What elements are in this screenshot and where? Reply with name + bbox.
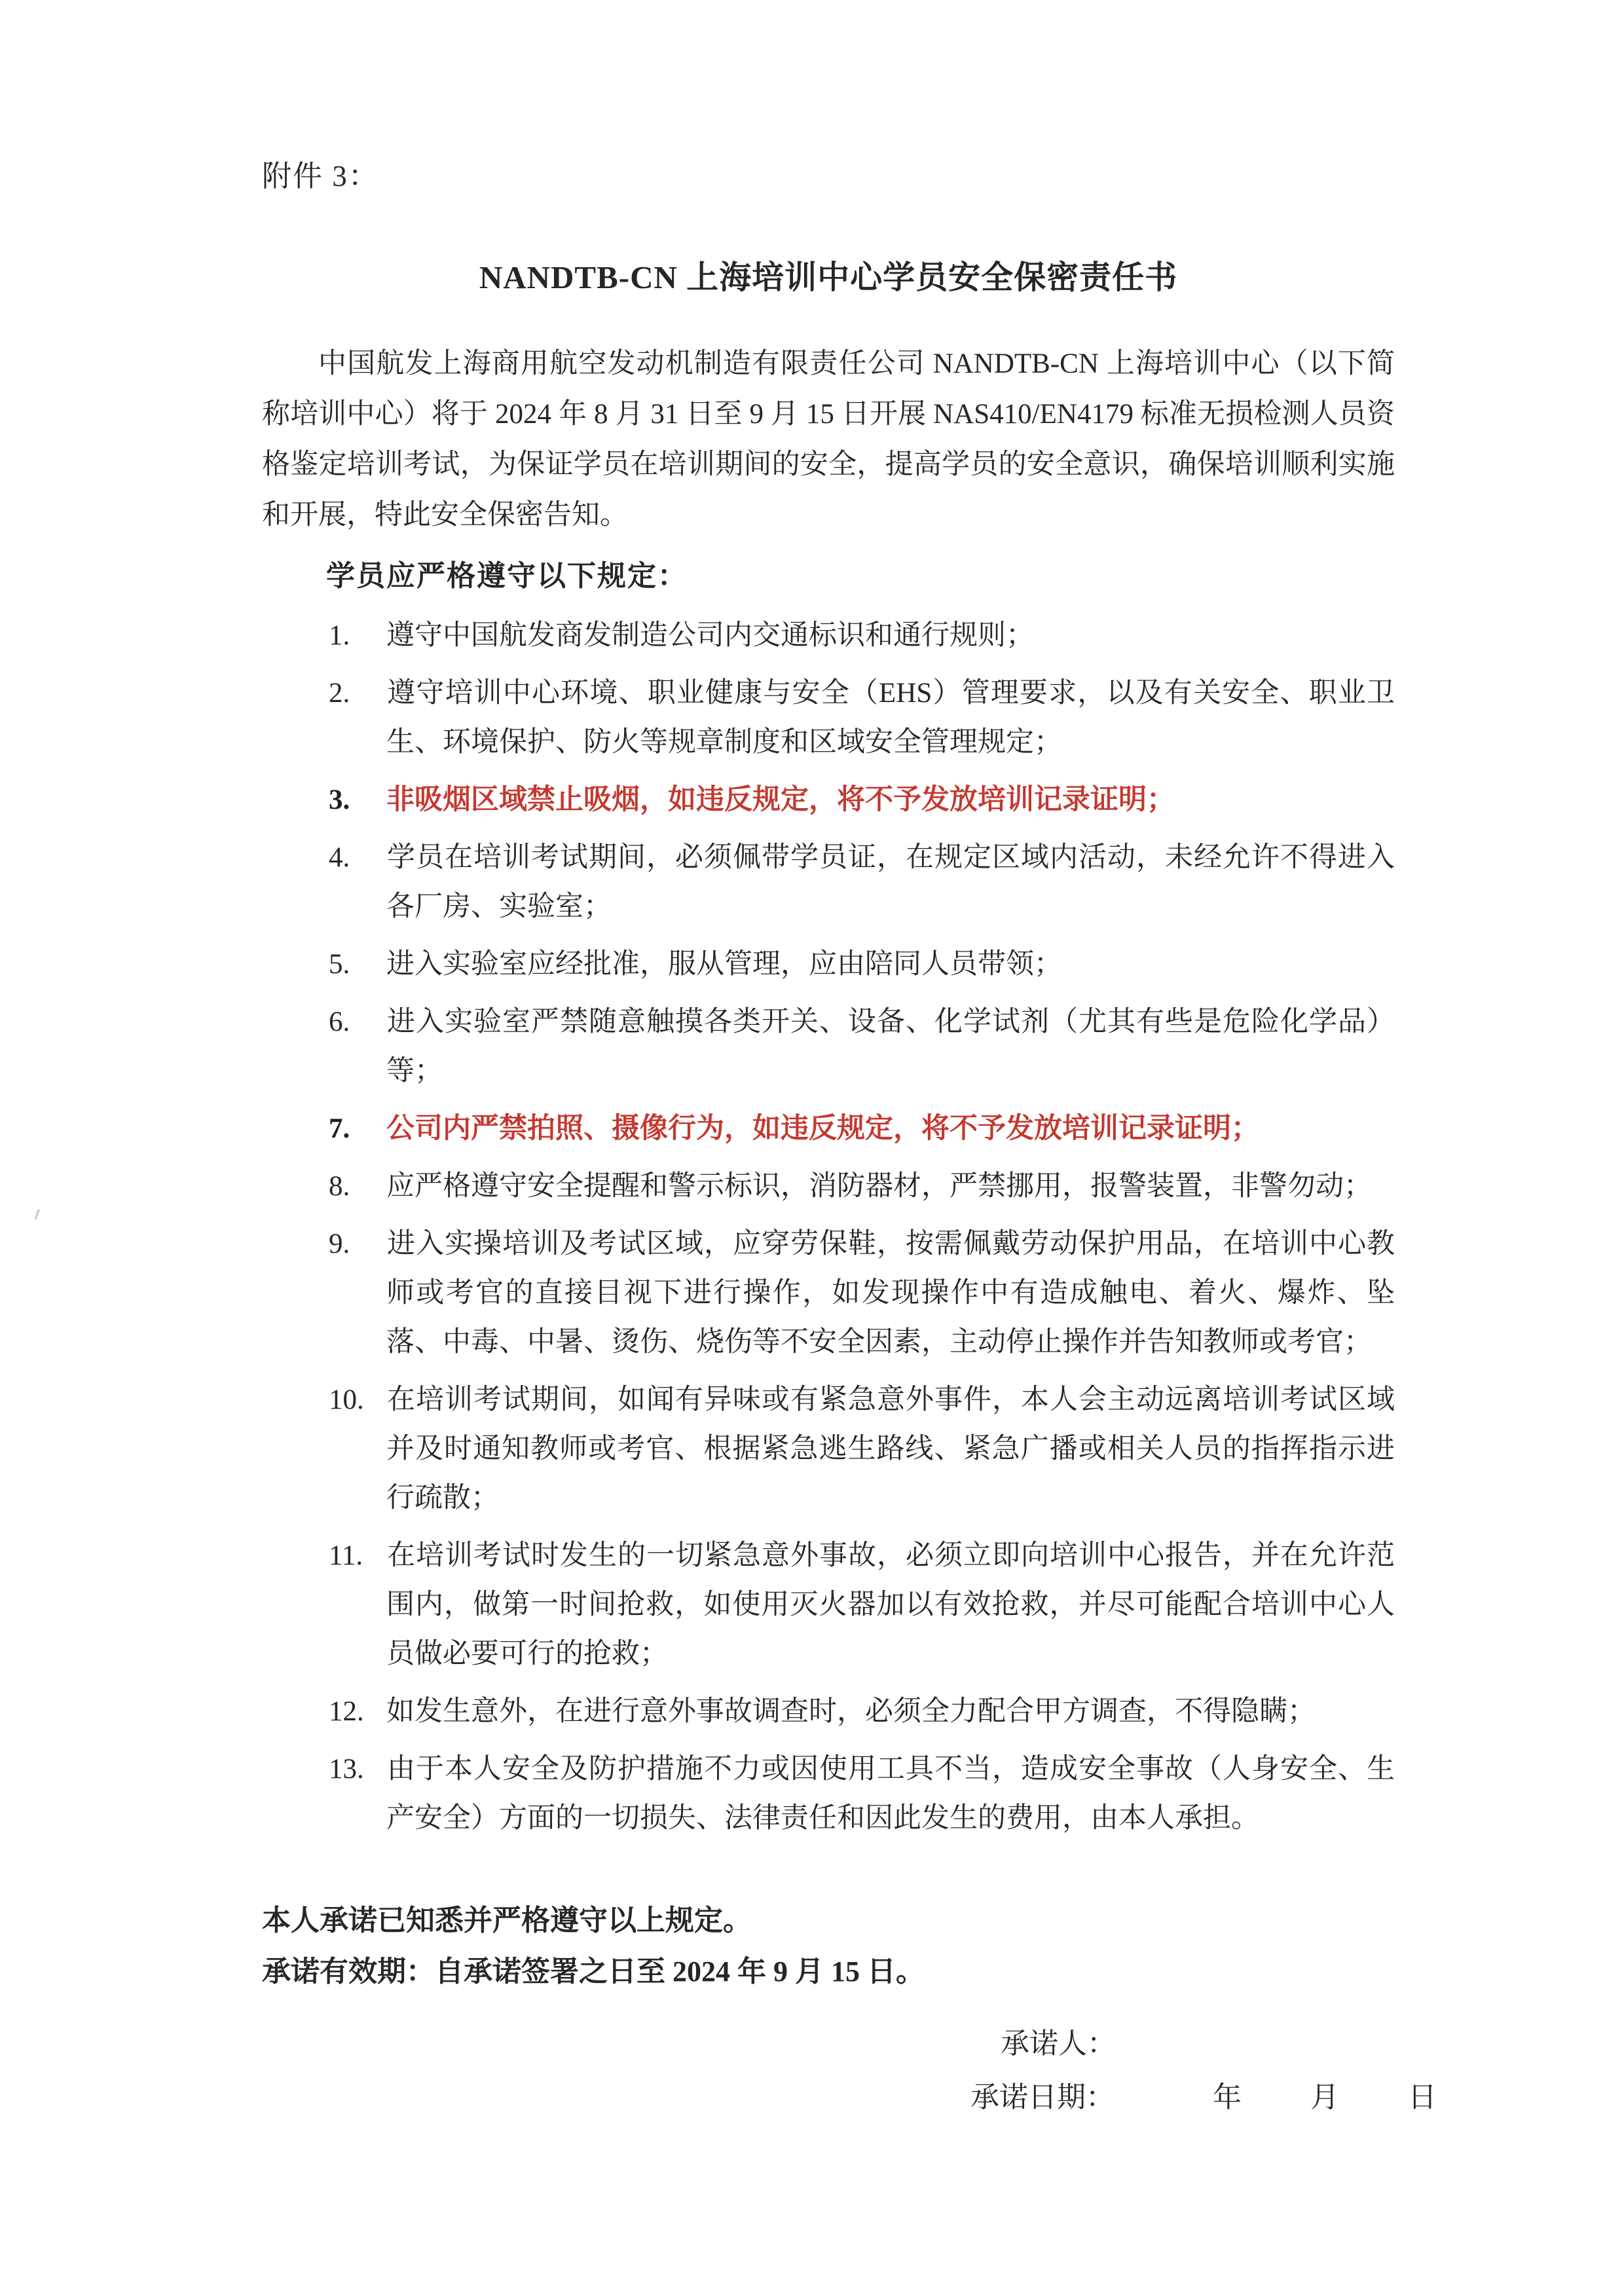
closing-block bbox=[262, 1895, 1395, 1997]
rule-item-6 bbox=[262, 997, 1395, 1096]
rule-number: 1. bbox=[329, 620, 350, 651]
rule-number: 8. bbox=[329, 1171, 350, 1202]
rule-text: 应严格遵守安全提醒和警示标识，消防器材，严禁挪用，报警装置，非警勿动； bbox=[386, 1171, 1372, 1202]
rule-text: 遵守中国航发商发制造公司内交通标识和通行规则； bbox=[386, 620, 1034, 651]
rule-text: 公司内严禁拍照、摄像行为，如违反规定，将不予发放培训记录证明； bbox=[386, 1113, 1259, 1144]
rule-number: 13. bbox=[329, 1754, 364, 1785]
rule-number: 5. bbox=[329, 949, 350, 980]
rules-list bbox=[262, 611, 1395, 1843]
month-label: 月 bbox=[1310, 2081, 1339, 2113]
rule-number: 9. bbox=[329, 1229, 350, 1259]
rule-number: 4. bbox=[329, 842, 350, 873]
date-line bbox=[970, 2071, 1437, 2124]
rule-text: 非吸烟区域禁止吸烟，如违反规定，将不予发放培训记录证明； bbox=[386, 785, 1175, 815]
rule-text: 在培训考试期间，如闻有异味或有紧急意外事件，本人会主动远离培训考试区域并及时通知教师或考官、根据紧急逃生路线、紧急广播或相关人员的指挥指示进行疏散； bbox=[386, 1384, 1395, 1513]
rule-item-5 bbox=[262, 940, 1395, 989]
commitment-statement: 本人承诺已知悉并严格遵守以上规定。 bbox=[262, 1904, 752, 1936]
year-label: 年 bbox=[1213, 2081, 1242, 2113]
date-label: 承诺日期： bbox=[970, 2081, 1115, 2113]
rule-item-4 bbox=[262, 833, 1395, 931]
rule-item-13 bbox=[262, 1745, 1395, 1843]
rule-text: 如发生意外，在进行意外事故调查时，必须全力配合甲方调查，不得隐瞒； bbox=[386, 1696, 1316, 1727]
rule-text: 进入实验室应经批准，服从管理，应由陪同人员带领； bbox=[386, 949, 1062, 980]
signature-block bbox=[262, 2017, 1437, 2124]
rule-item-12 bbox=[262, 1687, 1395, 1736]
rule-text: 遵守培训中心环境、职业健康与安全（EHS）管理要求，以及有关安全、职业卫生、环境保护、防火等规章制度和区域安全管理规定； bbox=[386, 678, 1395, 758]
document-title: NANDTB-CN 上海培训中心学员安全保密责任书 bbox=[479, 259, 1178, 295]
rule-item-10 bbox=[262, 1375, 1395, 1523]
rule-number: 11. bbox=[329, 1540, 363, 1571]
rule-number: 12. bbox=[329, 1696, 364, 1727]
rule-number: 2. bbox=[329, 678, 350, 709]
attachment-label: 附件 3： bbox=[262, 160, 379, 193]
promiser-line bbox=[1001, 2017, 1395, 2071]
rule-item-11 bbox=[262, 1531, 1395, 1678]
rule-text: 由于本人安全及防护措施不力或因使用工具不当，造成安全事故（人身安全、生产安全）方面的一切损失、法律责任和因此发生的费用，由本人承担。 bbox=[386, 1754, 1395, 1834]
rule-item-7-red-emphasis bbox=[262, 1104, 1395, 1153]
scan-artifact-mark bbox=[35, 1209, 46, 1221]
validity-statement: 承诺有效期：自承诺签署之日至 2024 年 9 月 15 日。 bbox=[262, 1955, 925, 1988]
rule-item-1 bbox=[262, 611, 1395, 660]
rule-item-9 bbox=[262, 1219, 1395, 1367]
rule-text: 在培训考试时发生的一切紧急意外事故，必须立即向培训中心报告，并在允许范围内，做第一时间抢救，如使用灭火器加以有效抢救，并尽可能配合培训中心人员做必要可行的抢救； bbox=[386, 1540, 1395, 1669]
rules-heading: 学员应严格遵守以下规定： bbox=[326, 560, 688, 592]
rule-text: 进入实验室严禁随意触摸各类开关、设备、化学试剂（尤其有些是危险化学品）等； bbox=[386, 1007, 1395, 1086]
day-label: 日 bbox=[1408, 2081, 1437, 2113]
rule-text: 学员在培训考试期间，必须佩带学员证，在规定区域内活动，未经允许不得进入各厂房、实验室； bbox=[386, 842, 1395, 922]
rule-item-8 bbox=[262, 1162, 1395, 1211]
rule-item-3-red-emphasis bbox=[262, 775, 1395, 824]
rule-text: 进入实操培训及考试区域，应穿劳保鞋，按需佩戴劳动保护用品，在培训中心教师或考官的直接目视下进行操作，如发现操作中有造成触电、着火、爆炸、坠落、中毒、中暑、烫伤、烧伤等不安全因素，主动停止操作并告知教师或考官； bbox=[386, 1229, 1395, 1358]
rule-number: 7. bbox=[329, 1113, 350, 1144]
intro-paragraph: 中国航发上海商用航空发动机制造有限责任公司 NANDTB-CN 上海培训中心（以下简称培训中心）将于 2024 年 8 月 31 日至 9 月 15 日开展 NAS410/EN4179 标准无损检测人员资格鉴定培训考试，为保证学员在培训期间的安全，提高学员的安全意识，确保培训顺利实施和开展，特此安全保密告知。 bbox=[262, 348, 1395, 530]
rule-number: 10. bbox=[329, 1384, 364, 1415]
rule-number: 3. bbox=[329, 785, 350, 815]
promiser-label: 承诺人： bbox=[1001, 2028, 1116, 2060]
rule-item-2 bbox=[262, 669, 1395, 767]
rule-number: 6. bbox=[329, 1007, 350, 1037]
